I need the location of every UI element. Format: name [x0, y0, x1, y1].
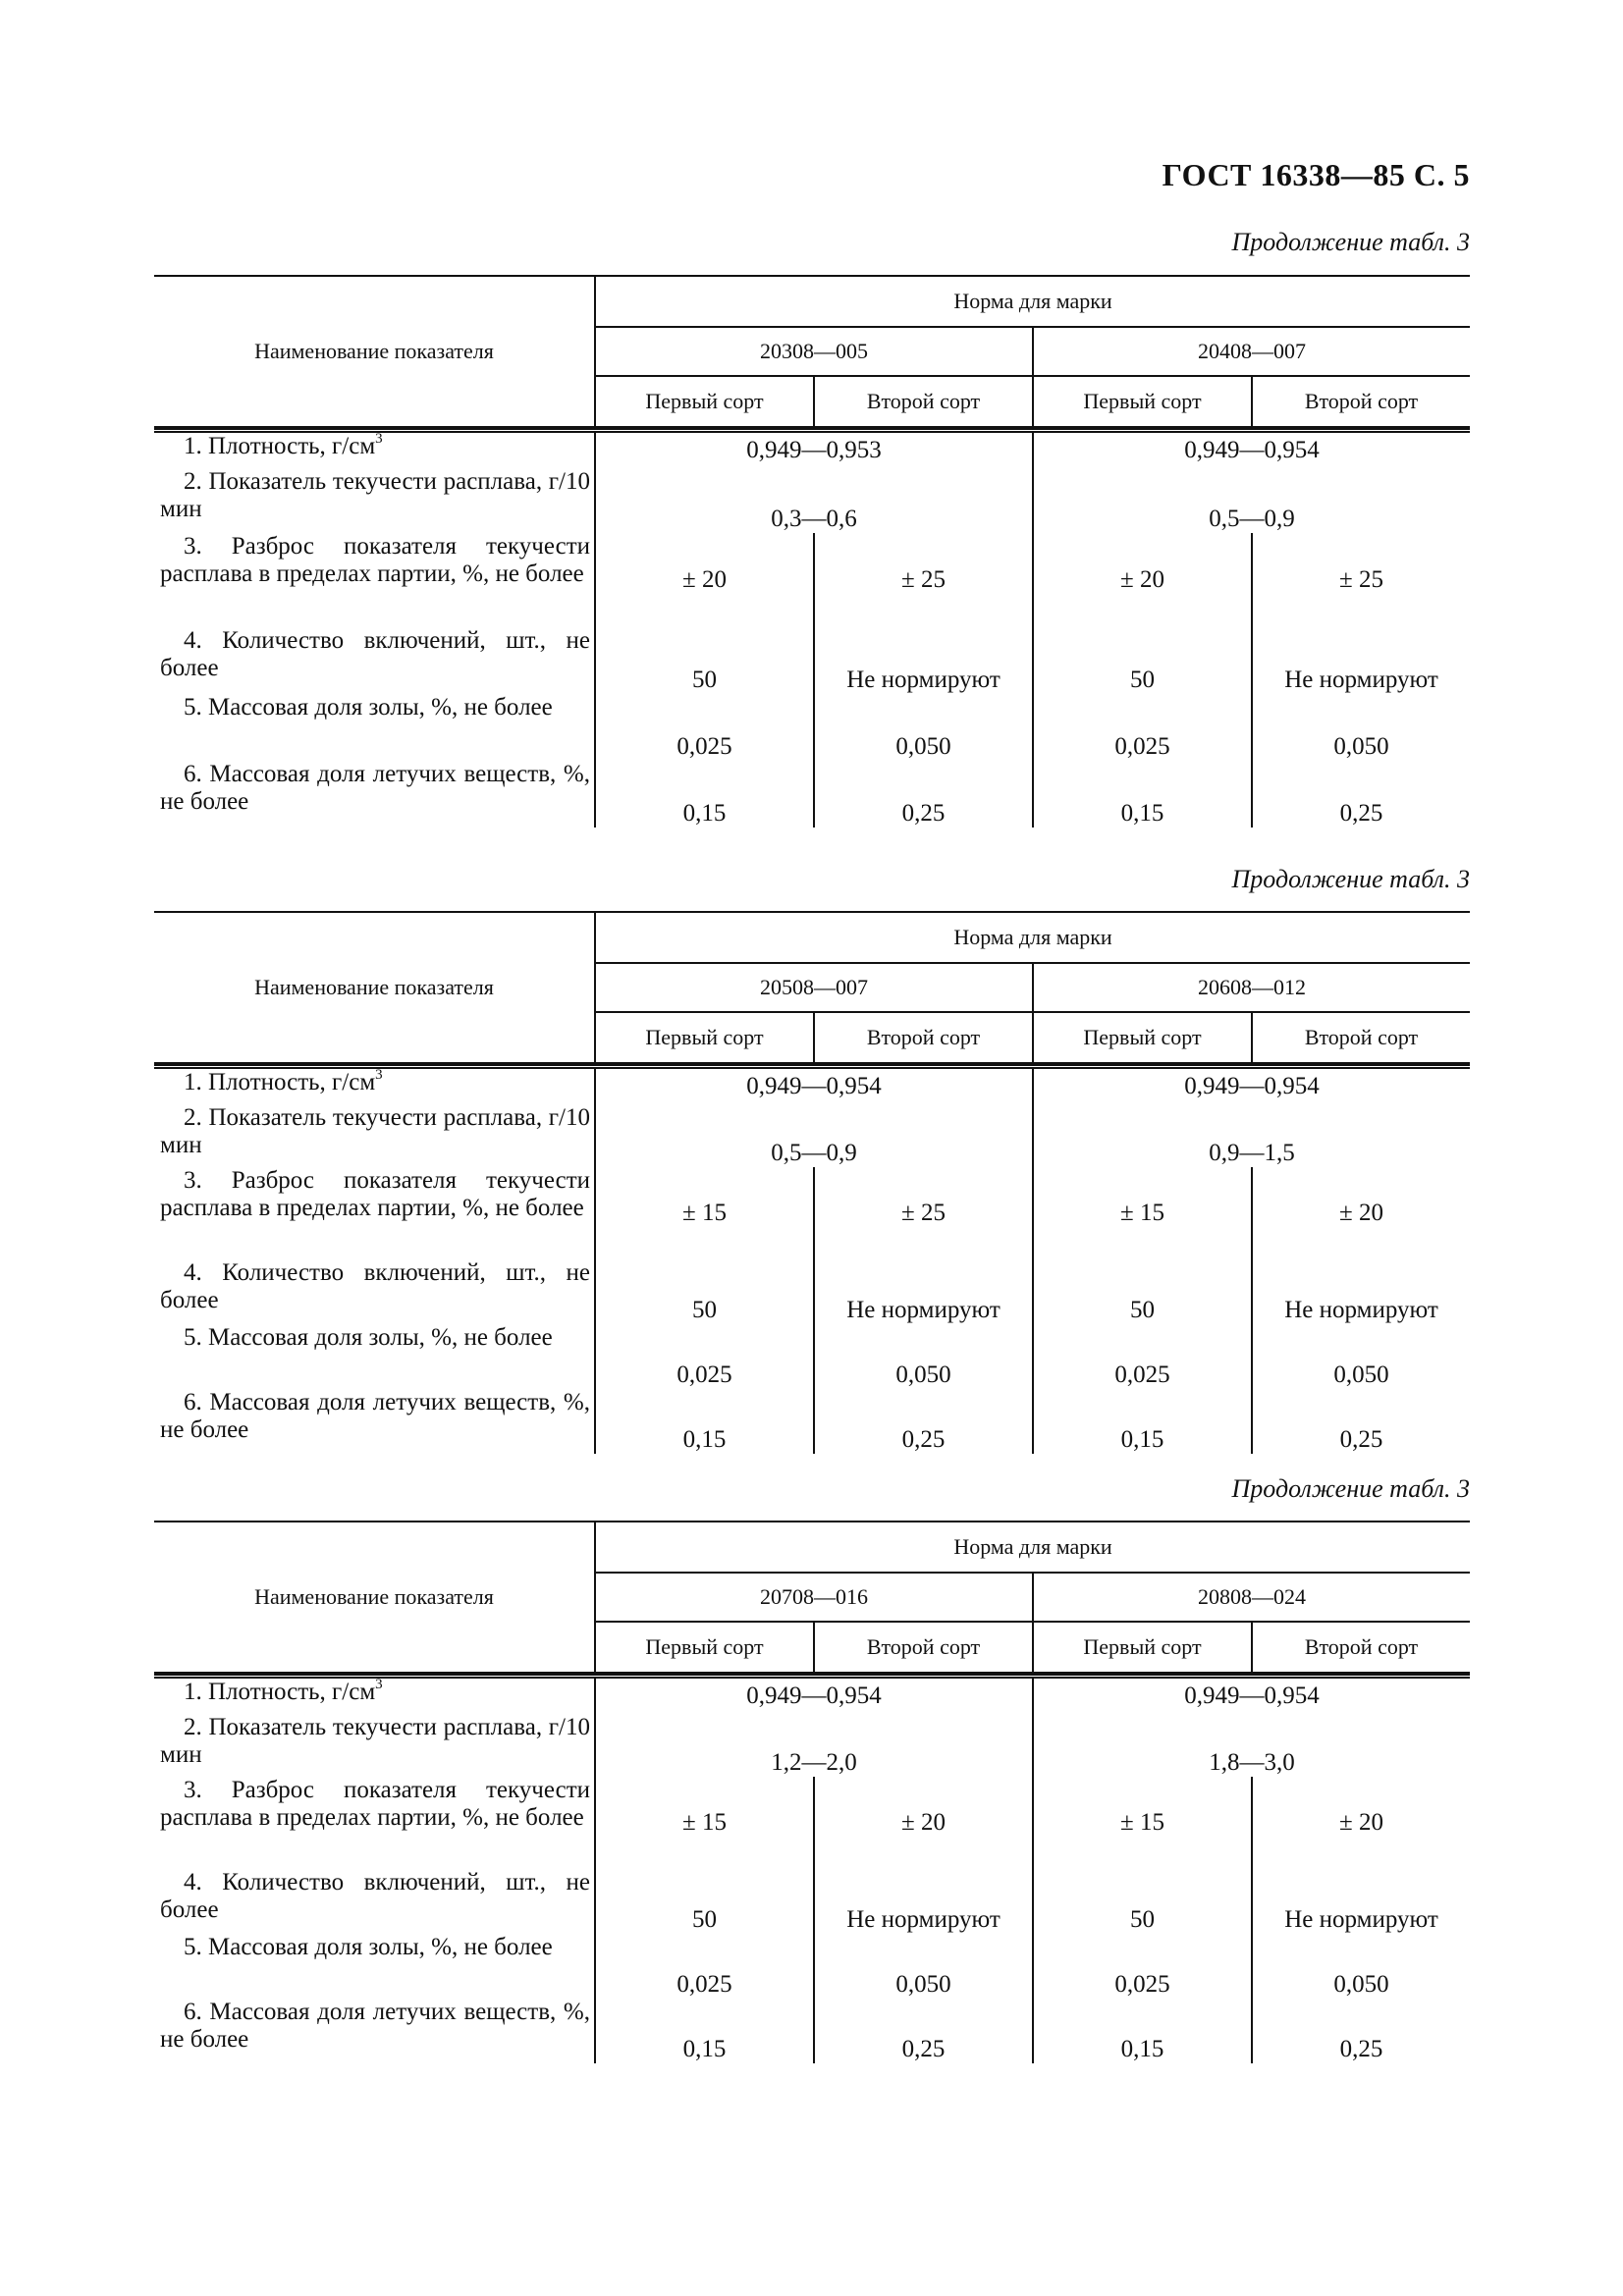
value-cell	[814, 1167, 1033, 1259]
table-row	[154, 431, 1470, 468]
value: ± 15	[1120, 1808, 1164, 1836]
value: 0,25	[1339, 1425, 1383, 1453]
header-cell-sort	[1252, 1012, 1470, 1063]
table-row	[154, 627, 1470, 694]
spec-table	[154, 1521, 1470, 2063]
value: Не нормируют	[1284, 666, 1438, 693]
header-cell-name	[154, 276, 595, 427]
grade-label: 20708—016	[760, 1584, 868, 1609]
value-cell	[1033, 533, 1252, 627]
value: 0,15	[682, 799, 727, 827]
row-label: 3. Разброс показателя текучести расплава в пределах партии, %, не более	[160, 1166, 590, 1221]
value: Не нормируют	[1284, 1296, 1438, 1323]
row-label: 3. Разброс показателя текучести расплава в пределах партии, %, не более	[160, 1776, 590, 1831]
value: ± 25	[901, 565, 946, 593]
value: Не нормируют	[846, 666, 1001, 693]
value-cell	[595, 1869, 814, 1934]
header-cell-grade	[595, 327, 1033, 376]
value: ± 20	[1120, 565, 1164, 593]
value: 0,5—0,9	[771, 1139, 857, 1166]
value: Не нормируют	[846, 1905, 1001, 1933]
header-cell-sort	[595, 1622, 814, 1673]
header-cell-norm	[595, 912, 1470, 963]
superscript: 3	[375, 430, 383, 447]
superscript: 3	[375, 1066, 383, 1083]
value-cell	[1252, 1777, 1470, 1869]
header-cell-sort	[595, 376, 814, 427]
value-cell	[1033, 1324, 1252, 1389]
value: 0,050	[895, 1970, 951, 1998]
value-cell	[1033, 627, 1252, 694]
sort-label: Второй сорт	[866, 1025, 981, 1049]
spec-table	[154, 911, 1470, 1454]
value-cell	[595, 1259, 814, 1324]
value: ± 25	[901, 1199, 946, 1226]
table-row	[154, 468, 1470, 533]
value-cell	[595, 533, 814, 627]
continuation-label: Продолжение табл. 3	[1231, 1474, 1470, 1503]
header-cell-sort	[1033, 1012, 1252, 1063]
row-name-cell	[154, 1167, 595, 1259]
row-name-cell	[154, 1714, 595, 1777]
value: 50	[692, 1296, 717, 1323]
value-cell	[1033, 761, 1252, 828]
value-cell	[595, 1104, 1033, 1167]
table-row	[154, 1934, 1470, 1999]
value: 0,050	[1333, 1361, 1389, 1388]
row-name-cell	[154, 694, 595, 761]
row-label: 2. Показатель текучести расплава, г/10 мин	[160, 1103, 590, 1158]
grade-label: 20808—024	[1198, 1584, 1306, 1609]
value-cell	[1033, 1714, 1470, 1777]
header-cell-sort	[814, 1622, 1033, 1673]
value-cell	[1252, 627, 1470, 694]
value: 50	[1130, 1905, 1155, 1933]
header-cell-sort	[1033, 376, 1252, 427]
value: ± 15	[682, 1808, 727, 1836]
sort-label: Второй сорт	[1304, 1025, 1419, 1049]
table-row	[154, 1259, 1470, 1324]
value-cell	[1033, 1999, 1252, 2063]
value-cell	[595, 1324, 814, 1389]
table-row	[154, 694, 1470, 761]
row-name-cell	[154, 1677, 595, 1714]
value: ± 15	[682, 1199, 727, 1226]
value-cell	[814, 627, 1033, 694]
value: 0,949—0,954	[746, 1072, 882, 1099]
table-row	[154, 1714, 1470, 1777]
value-cell	[1033, 1167, 1252, 1259]
spec-table	[154, 275, 1470, 828]
value-cell	[814, 1777, 1033, 1869]
row-label: 5. Массовая доля золы, %, не более	[184, 1323, 553, 1351]
value-cell	[595, 1067, 1033, 1104]
continuation-label: Продолжение табл. 3	[1231, 865, 1470, 893]
value-cell	[595, 1714, 1033, 1777]
header-cell-grade	[595, 963, 1033, 1012]
value: 0,050	[1333, 1970, 1389, 1998]
column-header-norm: Норма для марки	[953, 289, 1112, 313]
value: ± 15	[1120, 1199, 1164, 1226]
row-name-cell	[154, 1104, 595, 1167]
value-cell	[595, 1999, 814, 2063]
value-cell	[814, 1934, 1033, 1999]
value-cell	[595, 694, 814, 761]
value: 0,15	[1120, 1425, 1164, 1453]
row-name-cell	[154, 1067, 595, 1104]
value-cell	[595, 1677, 1033, 1714]
table-row	[154, 1389, 1470, 1454]
column-header-name: Наименование показателя	[254, 339, 494, 363]
row-label: 1. Плотность, г/см	[184, 433, 376, 459]
value: 0,949—0,954	[1184, 1072, 1320, 1099]
header-cell-grade	[1033, 327, 1470, 376]
table-row	[154, 1324, 1470, 1389]
value-cell	[814, 1389, 1033, 1454]
value: 0,025	[1114, 1970, 1170, 1998]
value-cell	[1033, 694, 1252, 761]
column-header-name: Наименование показателя	[254, 1584, 494, 1609]
header-cell-grade	[1033, 963, 1470, 1012]
header-cell-sort	[814, 1012, 1033, 1063]
row-name-cell	[154, 761, 595, 828]
value: ± 20	[1339, 1199, 1383, 1226]
value-cell	[1252, 1167, 1470, 1259]
value-cell	[1033, 1934, 1252, 1999]
value: 0,949—0,954	[746, 1682, 882, 1709]
sort-label: Второй сорт	[1304, 389, 1419, 413]
value: 1,2—2,0	[771, 1748, 857, 1776]
row-name-cell	[154, 468, 595, 533]
sort-label: Первый сорт	[645, 389, 764, 413]
value: 0,25	[901, 799, 946, 827]
table-row	[154, 1677, 1470, 1714]
value-cell	[1252, 1869, 1470, 1934]
value: ± 20	[682, 565, 727, 593]
sort-label: Второй сорт	[866, 1634, 981, 1659]
page-header: ГОСТ 16338—85 С. 5	[1162, 157, 1470, 192]
row-label: 4. Количество включений, шт., не более	[160, 626, 590, 681]
table-row	[154, 1067, 1470, 1104]
header-cell-name	[154, 1522, 595, 1673]
value-cell	[1252, 1389, 1470, 1454]
sort-label: Второй сорт	[1304, 1634, 1419, 1659]
table-row	[154, 1999, 1470, 2063]
value-cell	[1033, 1104, 1470, 1167]
value: 50	[692, 1905, 717, 1933]
value-cell	[595, 1777, 814, 1869]
value: 0,15	[682, 1425, 727, 1453]
grade-label: 20308—005	[760, 339, 868, 363]
value-cell	[814, 1869, 1033, 1934]
value-cell	[1252, 1934, 1470, 1999]
value: 0,5—0,9	[1209, 505, 1295, 532]
table-body	[154, 1064, 1470, 1454]
value: ± 25	[1339, 565, 1383, 593]
value: 0,3—0,6	[771, 505, 857, 532]
value-cell	[595, 627, 814, 694]
header-cell-grade	[1033, 1573, 1470, 1622]
row-name-cell	[154, 431, 595, 468]
column-header-norm: Норма для марки	[953, 925, 1112, 949]
value-cell	[1252, 533, 1470, 627]
row-label: 5. Массовая доля золы, %, не более	[184, 693, 553, 721]
value-cell	[814, 761, 1033, 828]
row-name-cell	[154, 1934, 595, 1999]
grade-label: 20408—007	[1198, 339, 1306, 363]
value: 0,15	[1120, 799, 1164, 827]
value-cell	[1252, 1259, 1470, 1324]
row-label: 4. Количество включений, шт., не более	[160, 1868, 590, 1923]
value: 0,949—0,954	[1184, 436, 1320, 463]
value-cell	[814, 1999, 1033, 2063]
value-cell	[1033, 1869, 1252, 1934]
header-cell-sort	[814, 376, 1033, 427]
value-cell	[1033, 1677, 1470, 1714]
header-cell-sort	[1033, 1622, 1252, 1673]
value: 1,8—3,0	[1209, 1748, 1295, 1776]
table-header	[154, 275, 1470, 428]
value: 0,050	[895, 732, 951, 760]
table-row	[154, 533, 1470, 627]
value-cell	[595, 1167, 814, 1259]
value-cell	[1033, 431, 1470, 468]
sort-label: Первый сорт	[645, 1025, 764, 1049]
value-cell	[1033, 1259, 1252, 1324]
table-header	[154, 1521, 1470, 1674]
table-body	[154, 1674, 1470, 2063]
value-cell	[1252, 694, 1470, 761]
table-row	[154, 761, 1470, 828]
value: Не нормируют	[846, 1296, 1001, 1323]
value: 0,025	[676, 1361, 732, 1388]
value-cell	[595, 1934, 814, 1999]
table-row	[154, 1869, 1470, 1934]
row-label: 5. Массовая доля золы, %, не более	[184, 1933, 553, 1960]
table-body	[154, 428, 1470, 828]
row-name-cell	[154, 1324, 595, 1389]
row-label: 2. Показатель текучести расплава, г/10 мин	[160, 467, 590, 522]
table-row	[154, 1167, 1470, 1259]
value: 0,025	[1114, 1361, 1170, 1388]
value: 0,949—0,953	[746, 436, 882, 463]
value-cell	[595, 1389, 814, 1454]
superscript: 3	[375, 1676, 383, 1692]
row-name-cell	[154, 1777, 595, 1869]
header-cell-sort	[1252, 376, 1470, 427]
row-name-cell	[154, 1259, 595, 1324]
header-cell-sort	[595, 1012, 814, 1063]
value-cell	[814, 533, 1033, 627]
column-header-name: Наименование показателя	[254, 975, 494, 999]
value: 0,050	[895, 1361, 951, 1388]
value: 0,25	[1339, 799, 1383, 827]
value-cell	[1252, 761, 1470, 828]
value: 50	[1130, 666, 1155, 693]
header-cell-name	[154, 912, 595, 1063]
value-cell	[595, 761, 814, 828]
header-cell-norm	[595, 1522, 1470, 1573]
value: 0,15	[682, 2035, 727, 2062]
value: ± 20	[901, 1808, 946, 1836]
value: Не нормируют	[1284, 1905, 1438, 1933]
value: 50	[1130, 1296, 1155, 1323]
value-cell	[1252, 1999, 1470, 2063]
grade-label: 20508—007	[760, 975, 868, 999]
row-name-cell	[154, 1869, 595, 1934]
row-label: 1. Плотность, г/см	[184, 1069, 376, 1095]
row-label: 2. Показатель текучести расплава, г/10 мин	[160, 1713, 590, 1768]
value-cell	[595, 468, 1033, 533]
table-row	[154, 1104, 1470, 1167]
value: 0,25	[901, 2035, 946, 2062]
row-label: 6. Массовая доля летучих веществ, %, не более	[160, 1388, 590, 1443]
value: 0,025	[676, 1970, 732, 1998]
row-label: 6. Массовая доля летучих веществ, %, не более	[160, 1998, 590, 2053]
value-cell	[1033, 1389, 1252, 1454]
continuation-label: Продолжение табл. 3	[1231, 228, 1470, 256]
value: 50	[692, 666, 717, 693]
grade-label: 20608—012	[1198, 975, 1306, 999]
sort-label: Второй сорт	[866, 389, 981, 413]
value: 0,25	[901, 1425, 946, 1453]
column-header-norm: Норма для марки	[953, 1534, 1112, 1559]
header-cell-grade	[595, 1573, 1033, 1622]
table-row	[154, 1777, 1470, 1869]
sort-label: Первый сорт	[1083, 1025, 1202, 1049]
value: 0,050	[1333, 732, 1389, 760]
value-cell	[814, 1259, 1033, 1324]
value: 0,949—0,954	[1184, 1682, 1320, 1709]
value-cell	[814, 694, 1033, 761]
row-name-cell	[154, 1389, 595, 1454]
value: 0,025	[676, 732, 732, 760]
value-cell	[814, 1324, 1033, 1389]
sort-label: Первый сорт	[645, 1634, 764, 1659]
value: 0,9—1,5	[1209, 1139, 1295, 1166]
value: 0,025	[1114, 732, 1170, 760]
value-cell	[1033, 1777, 1252, 1869]
value: 0,15	[1120, 2035, 1164, 2062]
value-cell	[1033, 1067, 1470, 1104]
value-cell	[1252, 1324, 1470, 1389]
value: ± 20	[1339, 1808, 1383, 1836]
row-name-cell	[154, 1999, 595, 2063]
value-cell	[1033, 468, 1470, 533]
row-label: 6. Массовая доля летучих веществ, %, не более	[160, 760, 590, 815]
row-label: 4. Количество включений, шт., не более	[160, 1258, 590, 1313]
sort-label: Первый сорт	[1083, 389, 1202, 413]
row-label: 3. Разброс показателя текучести расплава в пределах партии, %, не более	[160, 532, 590, 587]
table-header	[154, 911, 1470, 1064]
header-cell-norm	[595, 276, 1470, 327]
header-cell-sort	[1252, 1622, 1470, 1673]
row-label: 1. Плотность, г/см	[184, 1679, 376, 1705]
value-cell	[595, 431, 1033, 468]
value: 0,25	[1339, 2035, 1383, 2062]
row-name-cell	[154, 533, 595, 627]
row-name-cell	[154, 627, 595, 694]
sort-label: Первый сорт	[1083, 1634, 1202, 1659]
